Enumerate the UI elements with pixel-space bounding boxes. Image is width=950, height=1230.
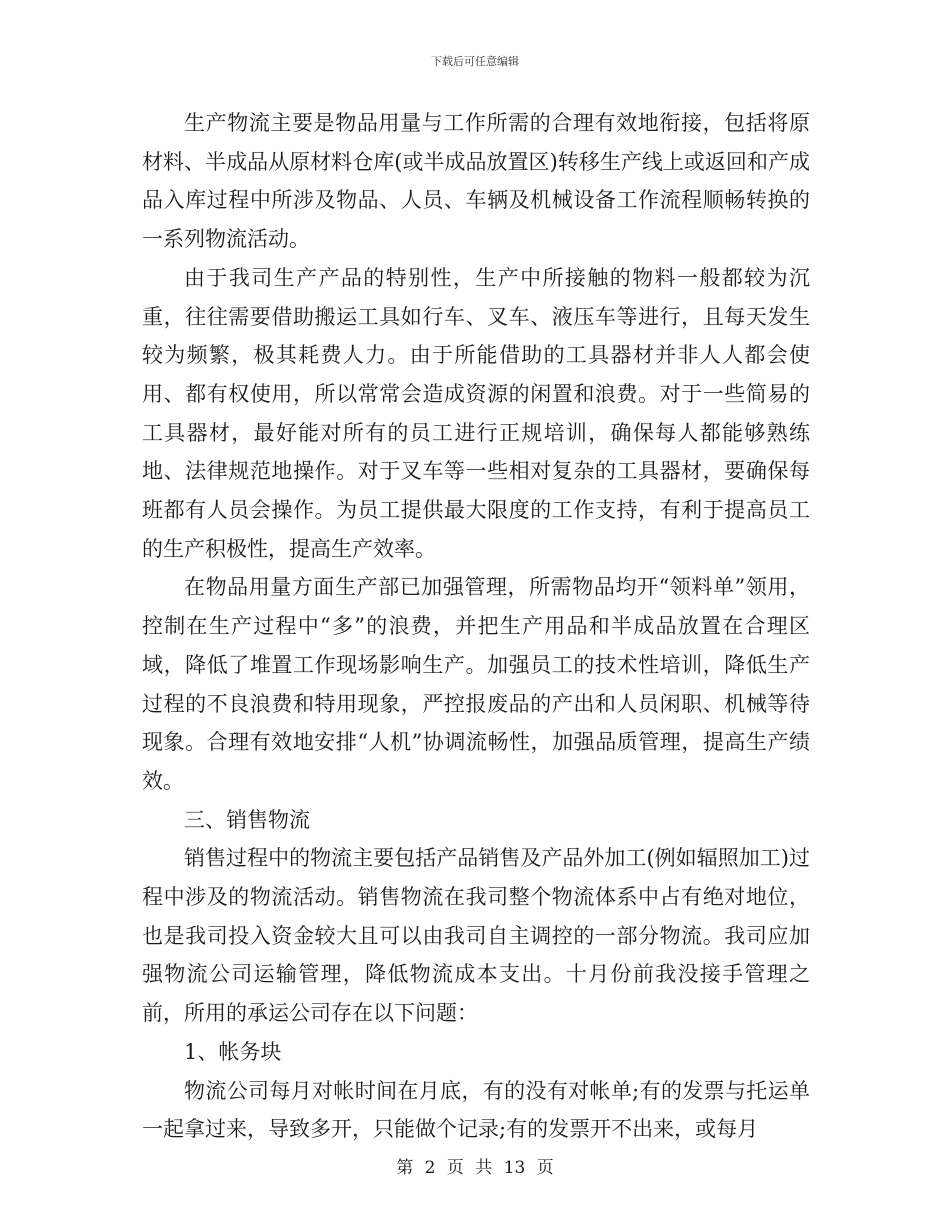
paragraph-material-usage: 在物品用量方面生产部已加强管理，所需物品均开“领料单”领用，控制在生产过程中“多”的浪费，并把生产用品和半成品放置在合理区域，降低了堆置工作现场影响生产。加强员工的技术性培训，降低生产过程的不良浪费和特用现象，严控报废品的产出和人员闲职、机械等待现象。合理有效地安排“人机”协调流畅性，加强品质管理，提高生产绩效。 [142,575,810,793]
paragraph-sales-logistics: 销售过程中的物流主要包括产品销售及产品外加工(例如辐照加工)过程中涉及的物流活动。销售物流在我司整个物流体系中占有绝对地位，也是我司投入资金较大且可以由我司自主调控的一部分物流。我司应加强物流公司运输管理，降低物流成本支出。十月份前我没接手管理之前，所用的承运公司存在以下问题： [142,846,810,1026]
paragraph-handling-tools: 由于我司生产产品的特别性，生产中所接触的物料一般都较为沉重，往往需要借助搬运工具如行车、叉车、液压车等进行，且每天发生较为频繁，极其耗费人力。由于所能借助的工具器材并非人人都会使用、都有权使用，所以常常会造成资源的闲置和浪费。对于一些简易的工具器材，最好能对所有的员工进行正规培训，确保每人都能够熟练地、法律规范地操作。对于叉车等一些相对复杂的工具器材，要确保每班都有人员会操作。为员工提供最大限度的工作支持，有利于提高员工的生产积极性，提高生产效率。 [142,265,810,561]
subheading-accounts: 1、帐务块 [184,1039,282,1064]
page-header-note: 下载后可任意编辑 [431,55,519,68]
paragraph-production-logistics-definition: 生产物流主要是物品用量与工作所需的合理有效地衔接，包括将原材料、半成品从原材料仓库(或半成品放置区)转移生产线上或返回和产成品入库过程中所涉及物品、人员、车辆及机械设备工作流程顺畅转换的一系列物流活动。 [142,111,810,252]
section-heading-sales-logistics: 三、销售物流 [184,807,310,832]
document-body [142,104,810,1149]
paragraph-accounts-issues: 物流公司每月对帐时间在月底，有的没有对帐单;有的发票与托运单一起拿过来，导致多开，只能做个记录;有的发票开不出来，或每月 [142,1078,810,1142]
page-number-footer: 第 2 页 共 13 页 [396,1158,554,1178]
